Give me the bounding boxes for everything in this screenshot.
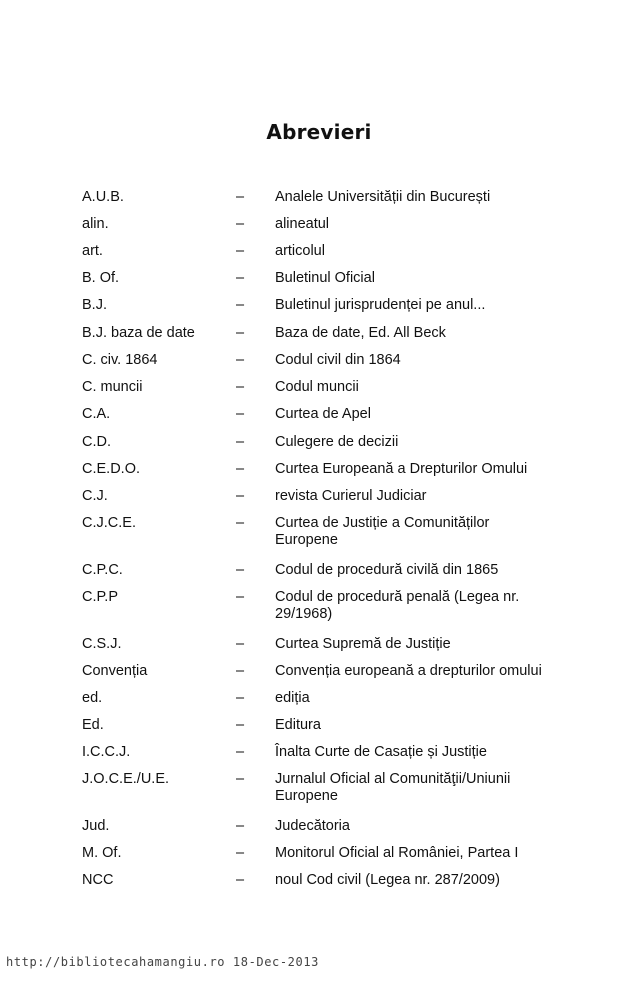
definition: Baza de date, Ed. All Beck	[275, 325, 446, 341]
definition: Buletinul jurisprudenței pe anul...	[275, 297, 486, 313]
abbreviation: C.A.	[82, 406, 111, 422]
definition: ediția	[275, 690, 310, 706]
abbreviation: Ed.	[82, 717, 104, 733]
separator-dash: –	[235, 325, 245, 341]
separator-dash: –	[235, 589, 245, 605]
separator-dash: –	[235, 771, 245, 787]
separator-dash: –	[235, 243, 245, 259]
definition: noul Cod civil (Legea nr. 287/2009)	[275, 872, 500, 888]
definition: Codul muncii	[275, 379, 359, 395]
abbreviation: C.J.	[82, 488, 108, 504]
abbreviation: J.O.C.E./U.E.	[82, 771, 170, 787]
source-url-footer: http://bibliotecahamangiu.ro 18-Dec-2013	[6, 955, 319, 969]
separator-dash: –	[235, 270, 245, 286]
separator-dash: –	[235, 663, 245, 679]
separator-dash: –	[235, 872, 245, 888]
definition: articolul	[275, 243, 325, 259]
abbreviation: alin.	[82, 216, 109, 232]
separator-dash: –	[235, 562, 245, 578]
separator-dash: –	[235, 189, 245, 205]
abbreviation: C.S.J.	[82, 636, 122, 652]
separator-dash: –	[235, 690, 245, 706]
separator-dash: –	[235, 515, 245, 531]
definition: Curtea Europeană a Drepturilor Omului	[275, 461, 528, 477]
separator-dash: –	[235, 636, 245, 652]
separator-dash: –	[235, 717, 245, 733]
abbreviation: ed.	[82, 690, 103, 706]
definition: Convenția europeană a drepturilor omului	[275, 663, 542, 679]
separator-dash: –	[235, 461, 245, 477]
abbreviation: I.C.C.J.	[82, 744, 131, 760]
separator-dash: –	[235, 379, 245, 395]
abbreviation: A.U.B.	[82, 189, 124, 205]
abbreviation: C.D.	[82, 434, 111, 450]
definition: alineatul	[275, 216, 330, 232]
abbreviation: C.E.D.O.	[82, 461, 141, 477]
abbreviation: NCC	[82, 872, 114, 888]
definition: Buletinul Oficial	[275, 270, 375, 286]
definition: Judecătoria	[275, 818, 350, 834]
definition: Curtea Supremă de Justiție	[275, 636, 451, 652]
separator-dash: –	[235, 216, 245, 232]
abbreviation: C.P.P	[82, 589, 119, 605]
abbreviation: Jud.	[82, 818, 110, 834]
abbreviation: C. muncii	[82, 379, 143, 395]
definition: Jurnalul Oficial al Comunităţii/Uniunii Europene	[275, 771, 511, 804]
abbreviation: M. Of.	[82, 845, 122, 861]
abbreviation: C.P.C.	[82, 562, 123, 578]
separator-dash: –	[235, 488, 245, 504]
definition: Editura	[275, 717, 321, 733]
definition: Analele Universității din București	[275, 189, 491, 205]
definition: Curtea de Apel	[275, 406, 371, 422]
separator-dash: –	[235, 434, 245, 450]
abbreviation: B. Of.	[82, 270, 120, 286]
separator-dash: –	[235, 352, 245, 368]
abbreviation: C. civ. 1864	[82, 352, 158, 368]
abbreviation: art.	[82, 243, 103, 259]
definition: Codul civil din 1864	[275, 352, 401, 368]
abbreviation: Convenția	[82, 663, 148, 679]
separator-dash: –	[235, 297, 245, 313]
abbreviation: B.J. baza de date	[82, 325, 195, 341]
definition: revista Curierul Judiciar	[275, 488, 427, 504]
abbreviation: B.J.	[82, 297, 107, 313]
definition: Monitorul Oficial al României, Partea I	[275, 845, 519, 861]
definition: Codul de procedură civilă din 1865	[275, 562, 499, 578]
separator-dash: –	[235, 845, 245, 861]
definition: Curtea de Justiție a Comunităților Europene	[275, 515, 490, 548]
abbreviation: C.J.C.E.	[82, 515, 136, 531]
definition: Înalta Curte de Casație și Justiție	[275, 744, 487, 760]
definition: Culegere de decizii	[275, 434, 399, 450]
separator-dash: –	[235, 406, 245, 422]
separator-dash: –	[235, 744, 245, 760]
separator-dash: –	[235, 818, 245, 834]
page-title: Abrevieri	[266, 120, 372, 144]
definition: Codul de procedură penală (Legea nr. 29/1968)	[275, 589, 520, 622]
